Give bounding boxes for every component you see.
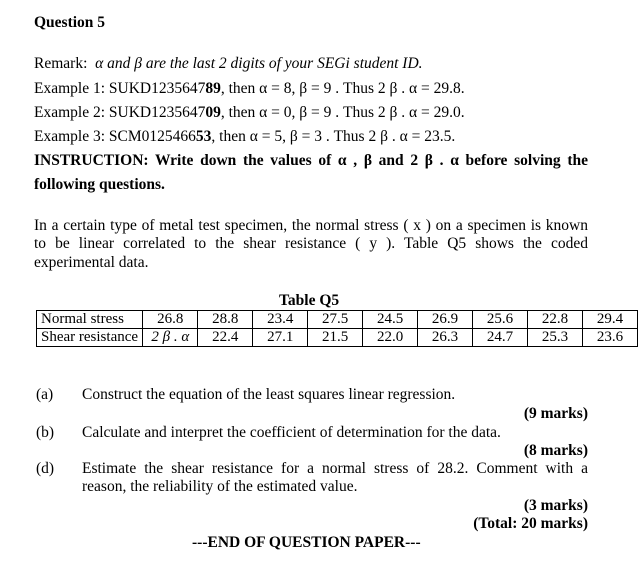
cell: 25.6 (473, 311, 528, 329)
cell: 23.4 (253, 311, 308, 329)
cell: 27.5 (308, 311, 363, 329)
question-a-marks: (9 marks) (523, 405, 588, 422)
cell: 24.7 (473, 329, 528, 347)
cell: 22.0 (363, 329, 418, 347)
cell: 26.9 (418, 311, 473, 329)
paragraph-line-3: experimental data. (34, 254, 149, 271)
remark (34, 55, 423, 73)
paragraph-line-2: to be linear correlated to the shear resistance ( y ). Table Q5 shows the coded (34, 235, 588, 252)
cell: 22.8 (527, 311, 582, 329)
end-of-paper: ---END OF QUESTION PAPER--- (192, 534, 421, 551)
table-row (37, 311, 638, 329)
cell: 28.8 (198, 311, 253, 329)
question-d-text-2: reason, the reliability of the estimated value. (82, 478, 358, 495)
cell: 25.3 (527, 329, 582, 347)
row-header: Normal stress (37, 311, 143, 329)
total-marks: (Total: 20 marks) (473, 515, 588, 532)
table-caption: Table Q5 (279, 292, 340, 309)
instruction-line-1: INSTRUCTION: Write down the values of α , β and 2 β . α before solving the (34, 152, 588, 169)
cell: 2 β . α (143, 329, 198, 347)
question-d-text-1: Estimate the shear resistance for a normal stress of 28.2. Comment with a (82, 460, 588, 477)
question-title: Question 5 (34, 14, 106, 31)
table-row (37, 329, 638, 347)
example-2: Example 2: SUKD123564709, then α = 0, β = 9 . Thus 2 β . α = 29.0. (34, 104, 465, 121)
remark-text: α and β are the last 2 digits of your SEGi student ID. (95, 55, 423, 72)
question-b-number: (b) (36, 424, 55, 441)
instruction-line-2: following questions. (34, 176, 165, 193)
question-a-text: Construct the equation of the least squares linear regression. (82, 386, 456, 403)
cell: 29.4 (582, 311, 637, 329)
example-3: Example 3: SCM012546653, then α = 5, β = 3 . Thus 2 β . α = 23.5. (34, 128, 456, 145)
cell: 24.5 (363, 311, 418, 329)
cell: 22.4 (198, 329, 253, 347)
cell: 26.3 (418, 329, 473, 347)
question-b-marks: (8 marks) (523, 442, 588, 459)
data-table (36, 310, 638, 347)
cell: 23.6 (582, 329, 637, 347)
question-a-number: (a) (36, 386, 54, 403)
paragraph-line-1: In a certain type of metal test specimen, the normal stress ( x ) on a specimen is known (34, 217, 588, 234)
question-d-marks: (3 marks) (523, 497, 588, 514)
row-header: Shear resistance (37, 329, 143, 347)
example-1: Example 1: SUKD123564789, then α = 8, β = 9 . Thus 2 β . α = 29.8. (34, 80, 465, 97)
cell: 26.8 (143, 311, 198, 329)
remark-label: Remark: (34, 55, 88, 72)
cell: 27.1 (253, 329, 308, 347)
cell: 21.5 (308, 329, 363, 347)
question-d-number: (d) (36, 460, 55, 477)
question-b-text: Calculate and interpret the coefficient of determination for the data. (82, 424, 501, 441)
